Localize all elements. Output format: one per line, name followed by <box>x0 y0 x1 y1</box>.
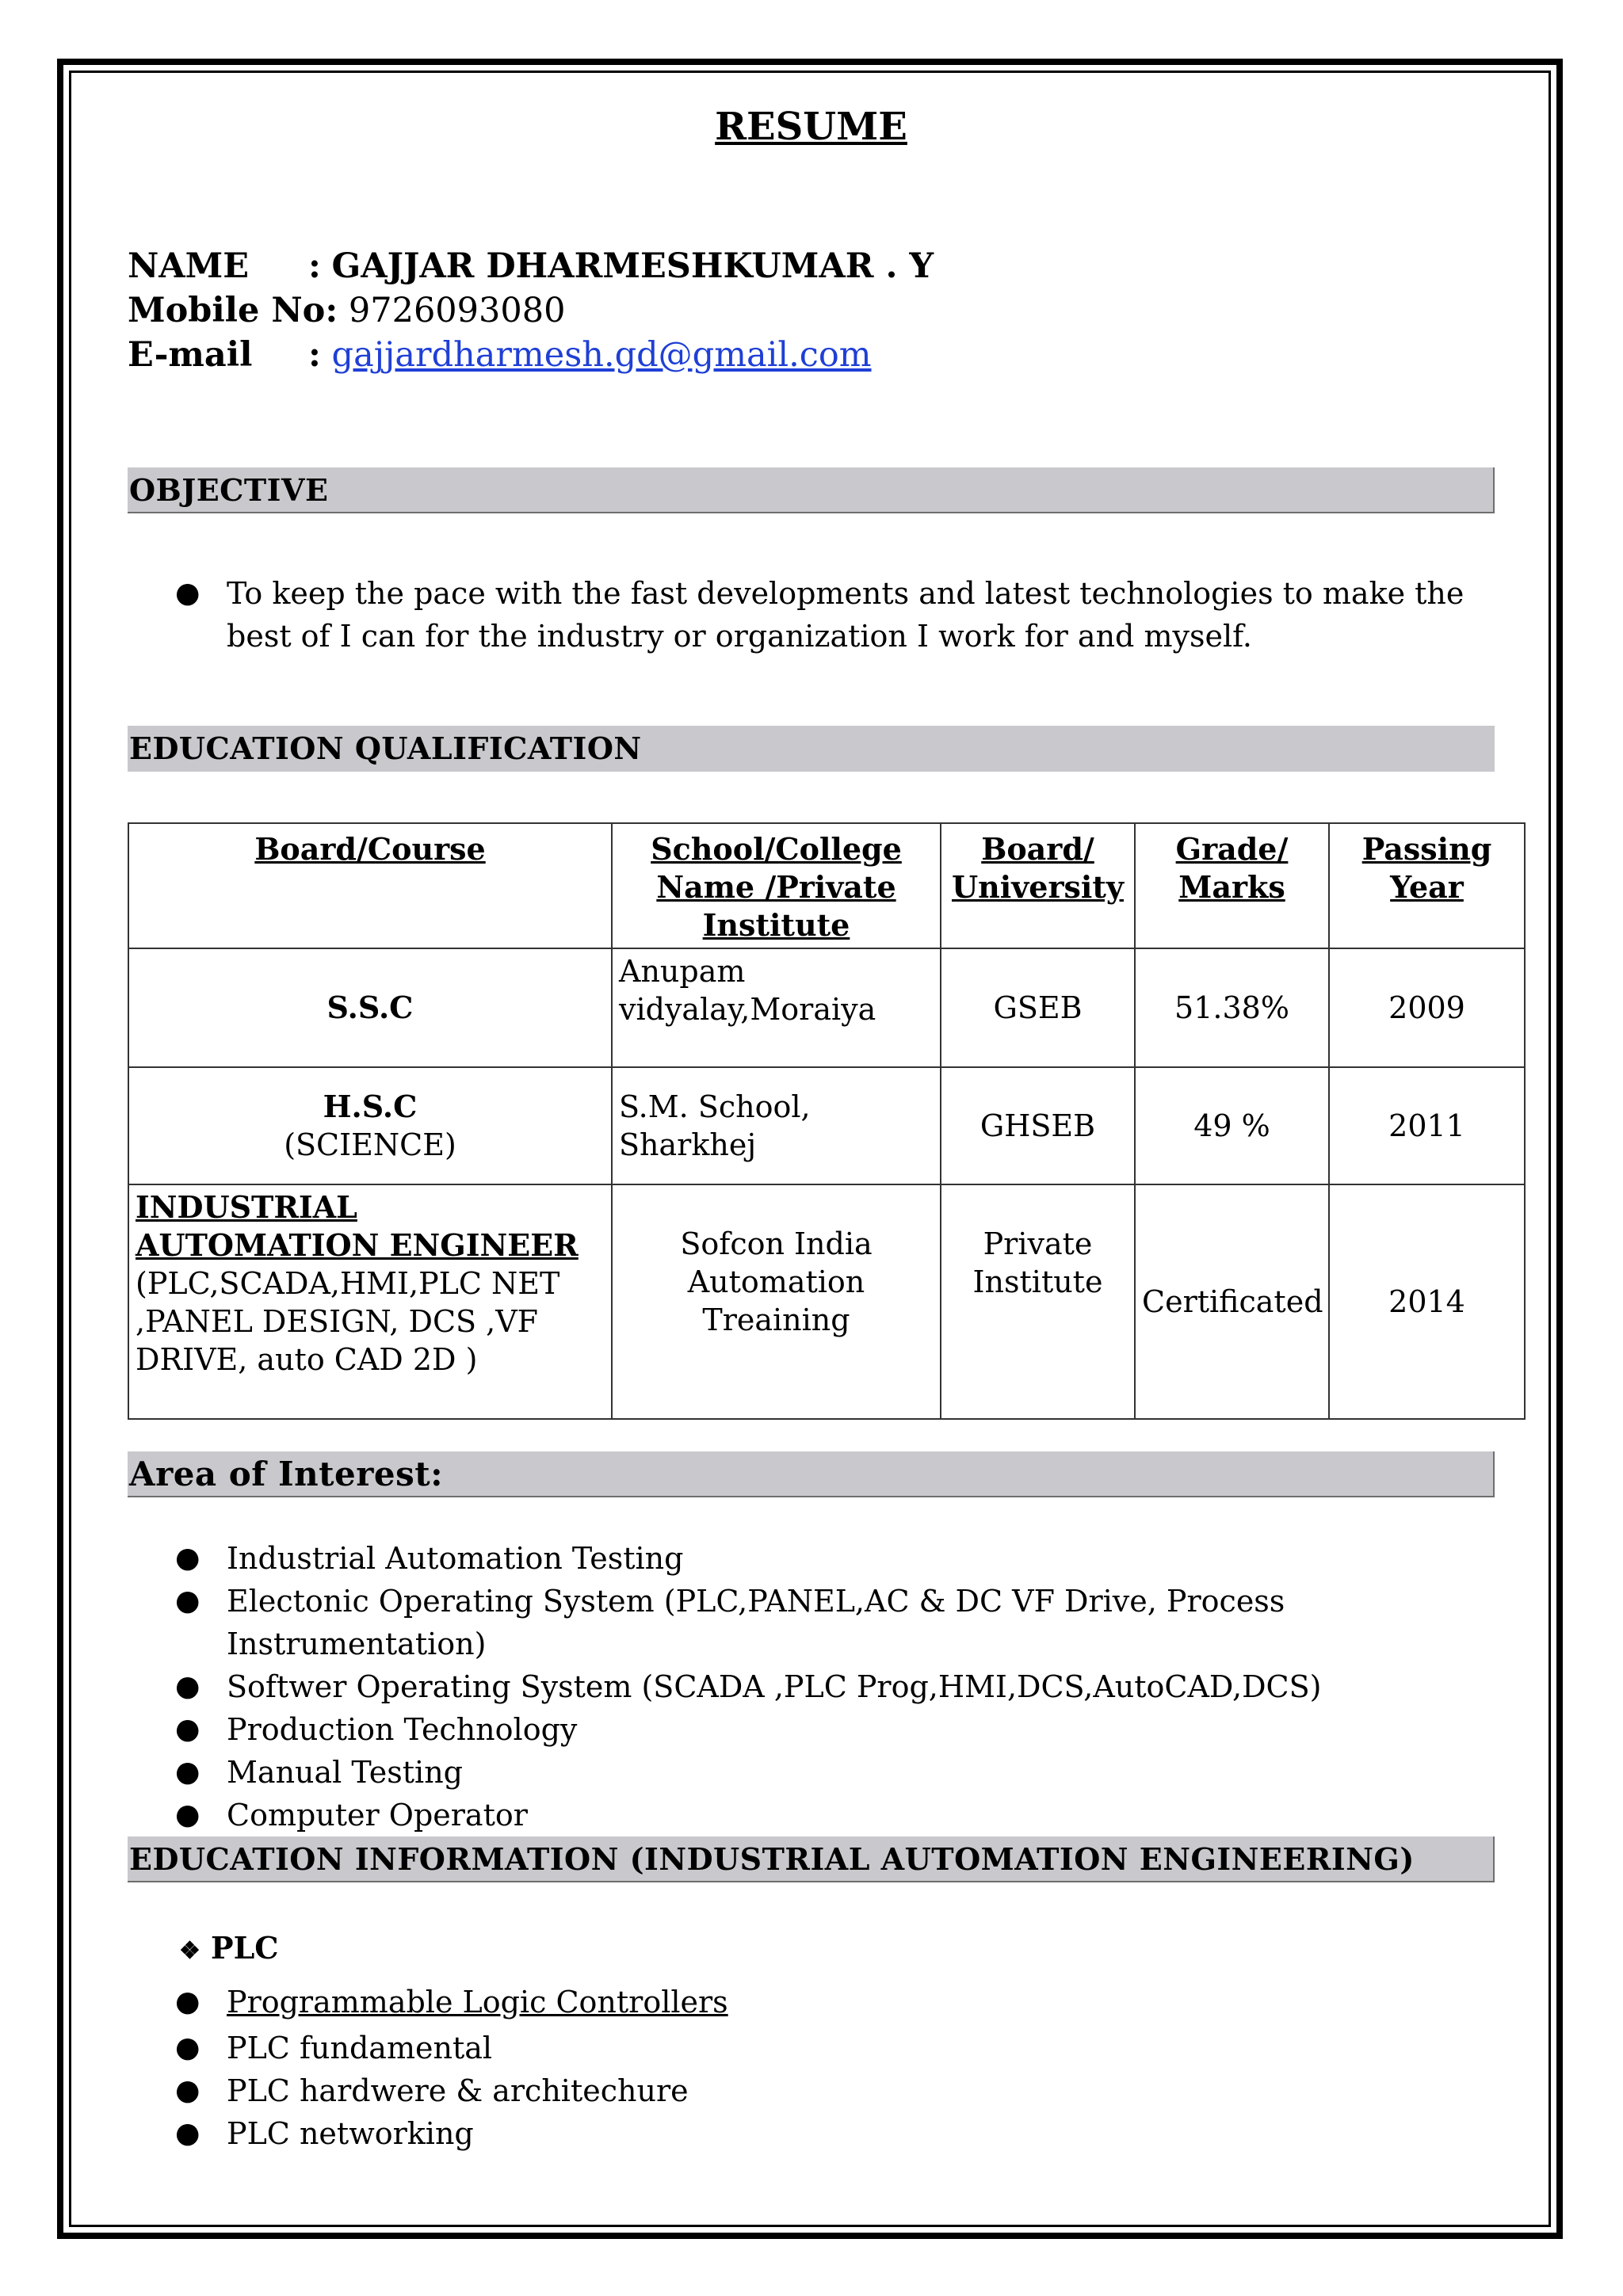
objective-text: To keep the pace with the fast developments and latest technologies to make the best of I can for the industry or organization I work for and myself. <box>227 576 1465 654</box>
plc-text: Programmable Logic Controllers <box>227 1985 728 2019</box>
name-label: NAME <box>128 246 250 286</box>
cell-school: S.M. School, Sharkhej <box>612 1067 941 1184</box>
education-heading: EDUCATION QUALIFICATION <box>128 726 1495 772</box>
cell-board: GSEB <box>941 948 1135 1067</box>
cell-course <box>128 1067 612 1184</box>
cell-course <box>128 1184 612 1419</box>
interest-text: Production Technology <box>227 1712 578 1747</box>
list-item <box>175 1708 1522 1751</box>
objective-list <box>175 572 1475 658</box>
list-item <box>175 1580 1522 1665</box>
cell-grade: 49 % <box>1135 1067 1329 1184</box>
list-item <box>175 2069 728 2112</box>
name-line <box>128 244 934 288</box>
interest-text: Industrial Automation Testing <box>227 1541 684 1576</box>
cell-course-sub: (SCIENCE) <box>284 1127 456 1162</box>
objective-heading: OBJECTIVE <box>128 467 1495 513</box>
cell-grade: 51.38% <box>1135 948 1329 1067</box>
col-header-course: Board/Course <box>128 823 612 948</box>
bullet-icon: ● <box>175 1756 200 1788</box>
bullet-icon: ● <box>175 1985 200 2018</box>
cell-school: Sofcon India Automation Treaining <box>612 1184 941 1419</box>
plc-text: PLC fundamental <box>227 2031 493 2065</box>
bullet-icon: ● <box>175 1542 200 1574</box>
bullet-icon: ● <box>175 1585 200 1617</box>
table-row <box>128 1067 1525 1184</box>
table-row <box>128 948 1525 1067</box>
plc-text: PLC networking <box>227 2116 474 2151</box>
mobile-value: 9726093080 <box>348 291 566 330</box>
interest-text: Computer Operator <box>227 1798 528 1833</box>
mobile-label: Mobile No: <box>128 291 338 330</box>
bullet-icon: ● <box>175 2117 200 2149</box>
list-item <box>175 2112 728 2155</box>
interest-heading: Area of Interest: <box>128 1451 1495 1497</box>
name-value: GAJJAR DHARMESHKUMAR . Y <box>331 246 934 286</box>
col-header-grade: Grade/ Marks <box>1135 823 1329 948</box>
interest-text: Softwer Operating System (SCADA ,PLC Prog,HMI,DCS,AutoCAD,DCS) <box>227 1669 1322 1704</box>
bullet-icon: ● <box>175 2031 200 2064</box>
bullet-icon: ● <box>175 1670 200 1703</box>
list-item <box>175 2027 728 2069</box>
bullet-icon: ● <box>175 2074 200 2107</box>
plc-subheading-text: PLC <box>211 1930 279 1966</box>
cell-board: GHSEB <box>941 1067 1135 1184</box>
education-table <box>128 822 1526 1420</box>
cell-year: 2011 <box>1329 1067 1525 1184</box>
col-header-year: Passing Year <box>1329 823 1525 948</box>
plc-list <box>175 1978 728 2155</box>
cell-school: Anupam vidyalay,Moraiya <box>612 948 941 1067</box>
bullet-icon: ● <box>175 1713 200 1745</box>
email-line <box>128 333 872 377</box>
plc-text: PLC hardwere & architechure <box>227 2073 689 2108</box>
list-item <box>175 1751 1522 1794</box>
mobile-line <box>128 288 565 333</box>
interest-text: Manual Testing <box>227 1755 464 1790</box>
table-row <box>128 1184 1525 1419</box>
cell-year: 2014 <box>1329 1184 1525 1419</box>
interest-text: Electonic Operating System (PLC,PANEL,AC & DC VF Drive, Process Instrumentation) <box>227 1584 1285 1661</box>
cell-course: S.S.C <box>128 948 612 1067</box>
diamond-bullet-icon: ❖ <box>179 1937 200 1965</box>
email-link[interactable]: gajjardharmesh.gd@gmail.com <box>331 335 872 375</box>
plc-subheading <box>179 1930 279 1966</box>
cell-course-sub: (PLC,SCADA,HMI,PLC NET ,PANEL DESIGN, DCS ,VF DRIVE, auto CAD 2D ) <box>136 1266 560 1377</box>
cell-grade: Certificated <box>1135 1184 1329 1419</box>
bullet-icon: ● <box>175 577 200 609</box>
list-item <box>175 1978 728 2027</box>
cell-course-title: INDUSTRIAL AUTOMATION ENGINEER <box>136 1189 579 1263</box>
email-colon: : <box>308 335 321 375</box>
list-item <box>175 1537 1522 1580</box>
interest-list <box>175 1537 1522 1836</box>
col-header-board: Board/ University <box>941 823 1135 948</box>
cell-board: Private Institute <box>941 1184 1135 1419</box>
resume-title: RESUME <box>715 105 907 149</box>
cell-year: 2009 <box>1329 948 1525 1067</box>
email-label: E-mail <box>128 335 253 375</box>
table-header-row <box>128 823 1525 948</box>
list-item <box>175 1665 1522 1708</box>
list-item <box>175 572 1475 658</box>
education-info-heading: EDUCATION INFORMATION (INDUSTRIAL AUTOMATION ENGINEERING) <box>128 1836 1495 1882</box>
cell-course-title: H.S.C <box>323 1089 418 1124</box>
bullet-icon: ● <box>175 1798 200 1831</box>
col-header-school: School/College Name /Private Institute <box>612 823 941 948</box>
name-colon: : <box>308 246 321 286</box>
list-item <box>175 1794 1522 1836</box>
